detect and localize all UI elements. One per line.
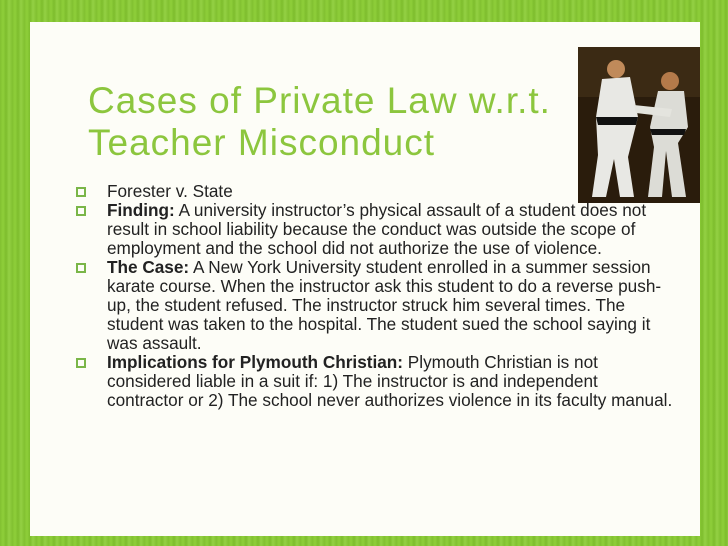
bullet-text: A New York University student enrolled in a summer session karate course. When the instructor ask this student to do a reverse push-up, the student refused. The instructor struck him several times. The student was taken to the hospital. The student sued the school saying it was assault. xyxy=(107,257,662,353)
bullet-label: The Case: xyxy=(107,257,190,277)
bullet-label: Implications for Plymouth Christian: xyxy=(107,352,404,372)
bullet-text: A university instructor’s physical assault of a student does not result in school liability because the conduct was outside the scope of employment and the school did not authorize the use of violence. xyxy=(107,200,647,258)
bullet-text: Forester v. State xyxy=(107,181,233,201)
title-line-2: Teacher Misconduct xyxy=(88,122,436,163)
slide-title xyxy=(88,80,588,164)
bullet-item-implications xyxy=(74,353,674,410)
bullet-item-finding xyxy=(74,201,674,258)
bullet-item-the-case xyxy=(74,258,674,353)
checkbox-bullet-icon xyxy=(74,204,88,218)
title-line-1: Cases of Private Law w.r.t. xyxy=(88,80,551,121)
karate-photo xyxy=(578,47,700,203)
bullet-list xyxy=(74,182,674,410)
checkbox-bullet-icon xyxy=(74,185,88,199)
checkbox-bullet-icon xyxy=(74,356,88,370)
bullet-item-case-name xyxy=(74,182,674,201)
bullet-text: Plymouth Christian is not considered liable in a suit if: 1) The instructor is and independent contractor or 2) The school never authorizes violence in its faculty manual. xyxy=(107,352,673,410)
checkbox-bullet-icon xyxy=(74,261,88,275)
bullet-label: Finding: xyxy=(107,200,175,220)
